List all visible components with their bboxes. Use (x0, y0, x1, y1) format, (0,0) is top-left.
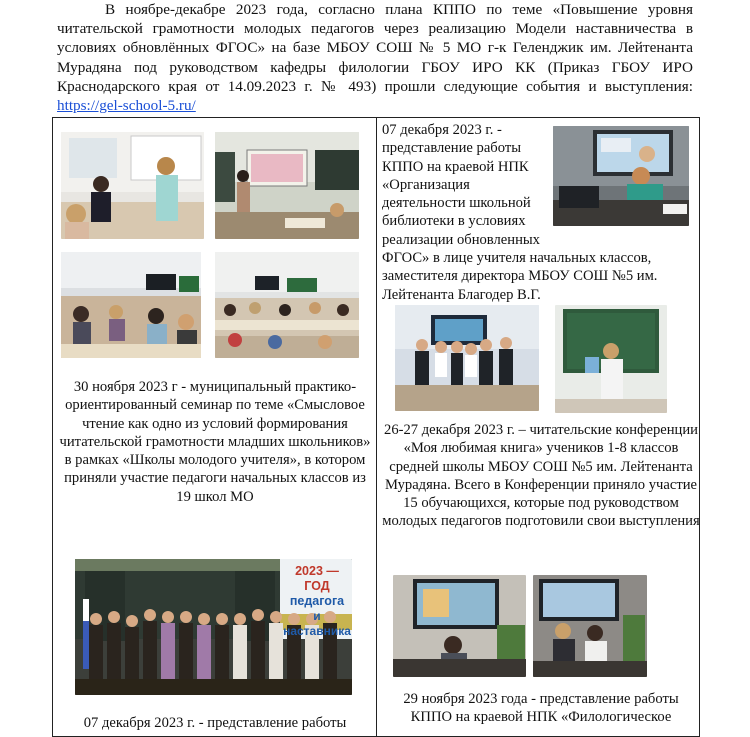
philology-photo-1 (393, 575, 526, 677)
column-divider (376, 118, 377, 736)
next-event-text-cut: 07 декабря 2023 г. - представление работы (83, 715, 347, 731)
seminar-photo-2 (215, 132, 359, 239)
library-event-text (382, 121, 700, 307)
reading-conference-photo-1 (395, 305, 539, 411)
reading-conference-text: 26-27 декабря 2023 г. – читательские конференции «Моя любимая книга» учеников 1-8 классов средней школы МБОУ СОШ №5 им. Лейтенанта Мурадяна. Всего в Конференции приняло участие 15 обучающихся, которые под руководством молодых педагогов подготовили свои выступления (382, 422, 700, 530)
school-link[interactable]: https://gel-school-5.ru/ (57, 97, 196, 115)
philology-event-text: 29 ноября 2023 года - представление работы КППО на краевой НПК «Филологическое (403, 691, 679, 726)
reading-conference-photo-2 (555, 305, 667, 413)
events-table (52, 117, 700, 737)
banner-line-3: и (313, 609, 321, 623)
banner-line-2: педагога (289, 594, 345, 608)
intro-text: В ноябре-декабре 2023 года, согласно плана КППО по теме «Повышение уровня читательской грамотности молодых педагогов через реализацию Модели наставничества в условиях обновлённых ФГОС» на базе МБОУ СОШ № 5 МО г-к Геленджик им. Лейтенанта Мурадяна под руководством кафедры филологии ГБОУ ИРО КК (Приказ ГБОУ ИРО Краснодарского края от 14.09.2023 г. № 493) прошли следующие события и выступления: (57, 1, 693, 95)
banner-line-1: 2023 — ГОД (295, 564, 339, 593)
seminar-photo-3 (61, 252, 201, 358)
group-photo (75, 559, 352, 695)
seminar-event-text: 30 ноября 2023 г - муниципальный практико-ориентированный семинар по теме «Смысловое чтение как одно из условий формирования читательской грамотности младших школьников» в рамках «Школы молодого учителя», в котором приняли участие педагоги начальных классов из 19 школ МО (59, 379, 371, 505)
seminar-photo-1 (61, 132, 204, 239)
intro-paragraph (57, 0, 693, 115)
banner-line-4: наставника (283, 624, 351, 638)
philology-photo-2 (533, 575, 647, 677)
library-event-text-content: 07 декабря 2023 г. - представление работы КППО на краевой НПК «Организация деятельности школьной библиотеки в условиях реализации обновленных ФГОС» в лице учителя начальных классов, заместителя директора МБОУ СОШ №5 им. Лейтенанта Благодер В.Г. (382, 122, 658, 303)
banner-text (283, 564, 351, 639)
seminar-photo-4 (215, 252, 359, 358)
text-wrap-spacer (552, 121, 700, 231)
